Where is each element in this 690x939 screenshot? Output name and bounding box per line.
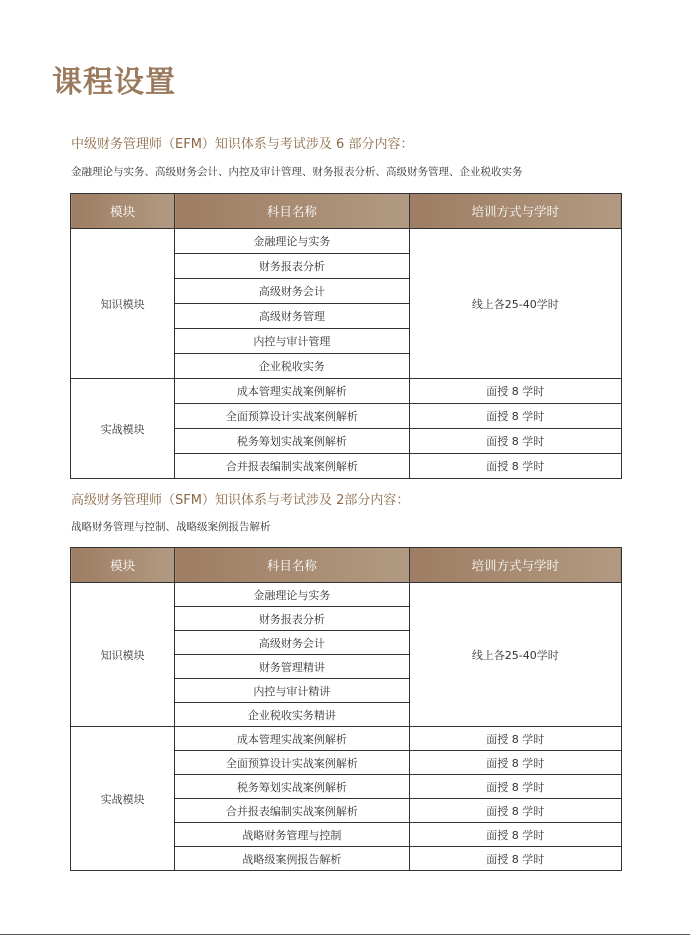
subject-cell: 金融理论与实务 — [175, 229, 409, 254]
table-row — [71, 583, 622, 607]
mode-cell: 面授 8 学时 — [409, 454, 621, 479]
subject-cell: 成本管理实战案例解析 — [175, 379, 409, 404]
knowledge-module-cell: 知识模块 — [71, 229, 175, 379]
practice-module-cell: 实战模块 — [71, 727, 175, 871]
subject-cell: 全面预算设计实战案例解析 — [175, 751, 409, 775]
knowledge-module-cell: 知识模块 — [71, 583, 175, 727]
mode-cell: 面授 8 学时 — [409, 775, 621, 799]
subject-cell: 税务筹划实战案例解析 — [175, 775, 409, 799]
subject-cell: 财务管理精讲 — [175, 655, 409, 679]
table-row — [71, 229, 622, 254]
mode-cell: 面授 8 学时 — [409, 847, 621, 871]
subject-cell: 高级财务会计 — [175, 631, 409, 655]
subject-cell: 财务报表分析 — [175, 607, 409, 631]
header-subject: 科目名称 — [175, 548, 409, 583]
mode-cell: 线上各25-40学时 — [409, 229, 621, 379]
subject-cell: 税务筹划实战案例解析 — [175, 429, 409, 454]
header-mode: 培训方式与学时 — [409, 194, 621, 229]
mode-cell: 面授 8 学时 — [409, 823, 621, 847]
header-subject: 科目名称 — [175, 194, 409, 229]
table-row — [71, 379, 622, 404]
subject-cell: 内控与审计精讲 — [175, 679, 409, 703]
efm-subjects-line: 金融理论与实务、高级财务会计、内控及审计管理、财务报表分析、高级财务管理、企业税收实务 — [71, 166, 523, 178]
header-mode: 培训方式与学时 — [409, 548, 621, 583]
page-bottom-divider — [0, 934, 690, 935]
table-header-row — [71, 194, 622, 229]
table-row — [71, 727, 622, 751]
mode-cell: 面授 8 学时 — [409, 429, 621, 454]
subject-cell: 战略级案例报告解析 — [175, 847, 409, 871]
subject-cell: 全面预算设计实战案例解析 — [175, 404, 409, 429]
efm-heading: 中级财务管理师（EFM）知识体系与考试涉及 6 部分内容： — [71, 137, 414, 152]
mode-cell: 线上各25-40学时 — [409, 583, 621, 727]
header-module: 模块 — [71, 548, 175, 583]
subject-cell: 高级财务会计 — [175, 279, 409, 304]
mode-cell: 面授 8 学时 — [409, 727, 621, 751]
subject-cell: 战略财务管理与控制 — [175, 823, 409, 847]
subject-cell: 合并报表编制实战案例解析 — [175, 454, 409, 479]
efm-course-table — [70, 193, 622, 479]
subject-cell: 高级财务管理 — [175, 304, 409, 329]
subject-cell: 企业税收实务 — [175, 354, 409, 379]
header-module: 模块 — [71, 194, 175, 229]
practice-module-cell: 实战模块 — [71, 379, 175, 479]
mode-cell: 面授 8 学时 — [409, 379, 621, 404]
subject-cell: 企业税收实务精讲 — [175, 703, 409, 727]
table-header-row — [71, 548, 622, 583]
mode-cell: 面授 8 学时 — [409, 404, 621, 429]
mode-cell: 面授 8 学时 — [409, 799, 621, 823]
sfm-subjects-line: 战略财务管理与控制、战略级案例报告解析 — [71, 521, 271, 533]
sfm-course-table — [70, 547, 622, 871]
sfm-heading: 高级财务管理师（SFM）知识体系与考试涉及 2部分内容： — [71, 493, 410, 508]
subject-cell: 成本管理实战案例解析 — [175, 727, 409, 751]
subject-cell: 合并报表编制实战案例解析 — [175, 799, 409, 823]
subject-cell: 内控与审计管理 — [175, 329, 409, 354]
subject-cell: 财务报表分析 — [175, 254, 409, 279]
page-title: 课程设置 — [52, 65, 176, 100]
mode-cell: 面授 8 学时 — [409, 751, 621, 775]
subject-cell: 金融理论与实务 — [175, 583, 409, 607]
